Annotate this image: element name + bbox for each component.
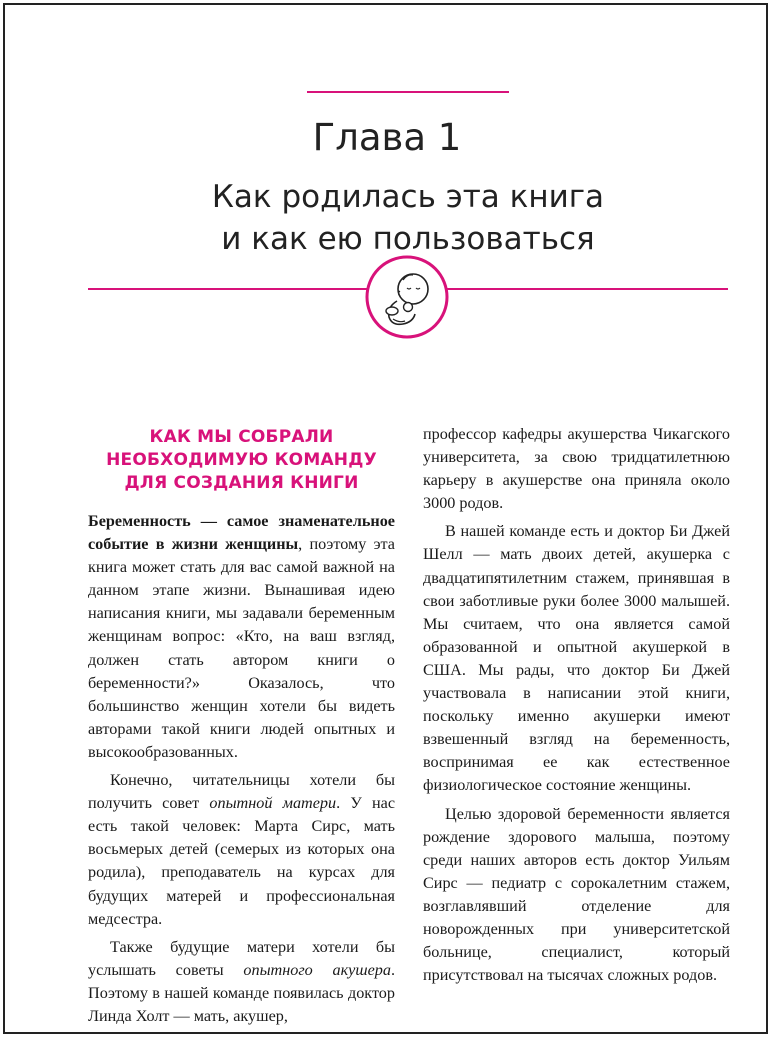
chapter-title-line-1: Как родилась эта книга — [211, 179, 605, 215]
right-column — [423, 423, 730, 987]
left-paragraph-2-italic: опытной матери — [209, 794, 337, 813]
chapter-title — [0, 176, 774, 260]
left-paragraph-3-text-b: . Поэтому в нашей команде появилась доктор Линда Холт — мать, акушер, — [88, 960, 395, 1025]
left-paragraph-1-text: , поэтому эта книга может стать для вас самой важной на данном этапе жизни. Вынашивая идею написания книги, мы задавали беременным женщинам вопрос: «Кто, на ваш взгляд, должен стать автором книги о беременности?» Оказалось, что большинство женщин хотели бы видеть авторами такой книги людей опытных и высокообразованных. — [88, 535, 395, 761]
left-paragraph-3 — [88, 936, 395, 1028]
left-paragraph-2-text-b: . У нас есть такой человек: Марта Сирс, мать восьмерых детей (семерых из которых она родила), преподаватель на курсах для будущих матерей и профессиональная медсестра. — [88, 794, 396, 928]
right-paragraph-2: В нашей команде есть и доктор Би Джей Шелл — мать двоих детей, акушерка с двадцатипятилетним стажем, принявшая в свои заботливые руки более 3000 малышей. Мы считаем, что она является самой образованной и опытной акушеркой в США. Мы рады, что доктор Би Джей участвовала в написании этой книги, поскольку именно акушерки имеют взвешенный взгляд на беременность, воспринимая ее как естественное физиологическое состояние женщины. — [423, 522, 730, 795]
right-paragraph-1: профессор кафедры акушерства Чикагского университета, за свою тридцатилетнюю карьеру в акушерстве она приняла около 3000 родов. — [423, 425, 730, 513]
chapter-title-line-2: и как ею пользоваться — [221, 221, 595, 257]
section-heading — [88, 426, 395, 495]
top-decorative-rule — [307, 91, 509, 93]
left-paragraph-2-text-a: Конечно, читательницы хотели бы получить совет — [88, 771, 395, 813]
chapter-label: Глава 1 — [312, 116, 462, 159]
divider-rule-right — [446, 288, 728, 290]
baby-icon — [363, 253, 451, 341]
left-paragraph-1 — [88, 510, 395, 764]
section-heading-line-1: КАК МЫ СОБРАЛИ — [149, 427, 334, 447]
right-paragraph-3: Целью здоровой беременности является рождение здорового малыша, поэтому среди наших авторов есть доктор Уильям Сирс — педиатр с сорокалетним стажем, возглавлявший отделение для новорожденных при университетской больнице, специалист, который присутствовал на тысячах сложных родов. — [423, 804, 730, 985]
left-paragraph-3-italic: опытного акушера — [243, 960, 391, 979]
left-paragraph-3-text-a: Также будущие матери хотели бы услышать советы — [88, 937, 395, 979]
section-heading-line-3: ДЛЯ СОЗДАНИЯ КНИГИ — [124, 473, 359, 493]
left-column — [88, 510, 395, 1028]
divider-rule-left — [88, 288, 370, 290]
lead-bold-text: Беременность — самое знаменательное событие в жизни женщины — [88, 512, 395, 554]
section-heading-line-2: НЕОБХОДИМУЮ КОМАНДУ — [106, 450, 377, 470]
left-paragraph-2 — [88, 769, 395, 931]
